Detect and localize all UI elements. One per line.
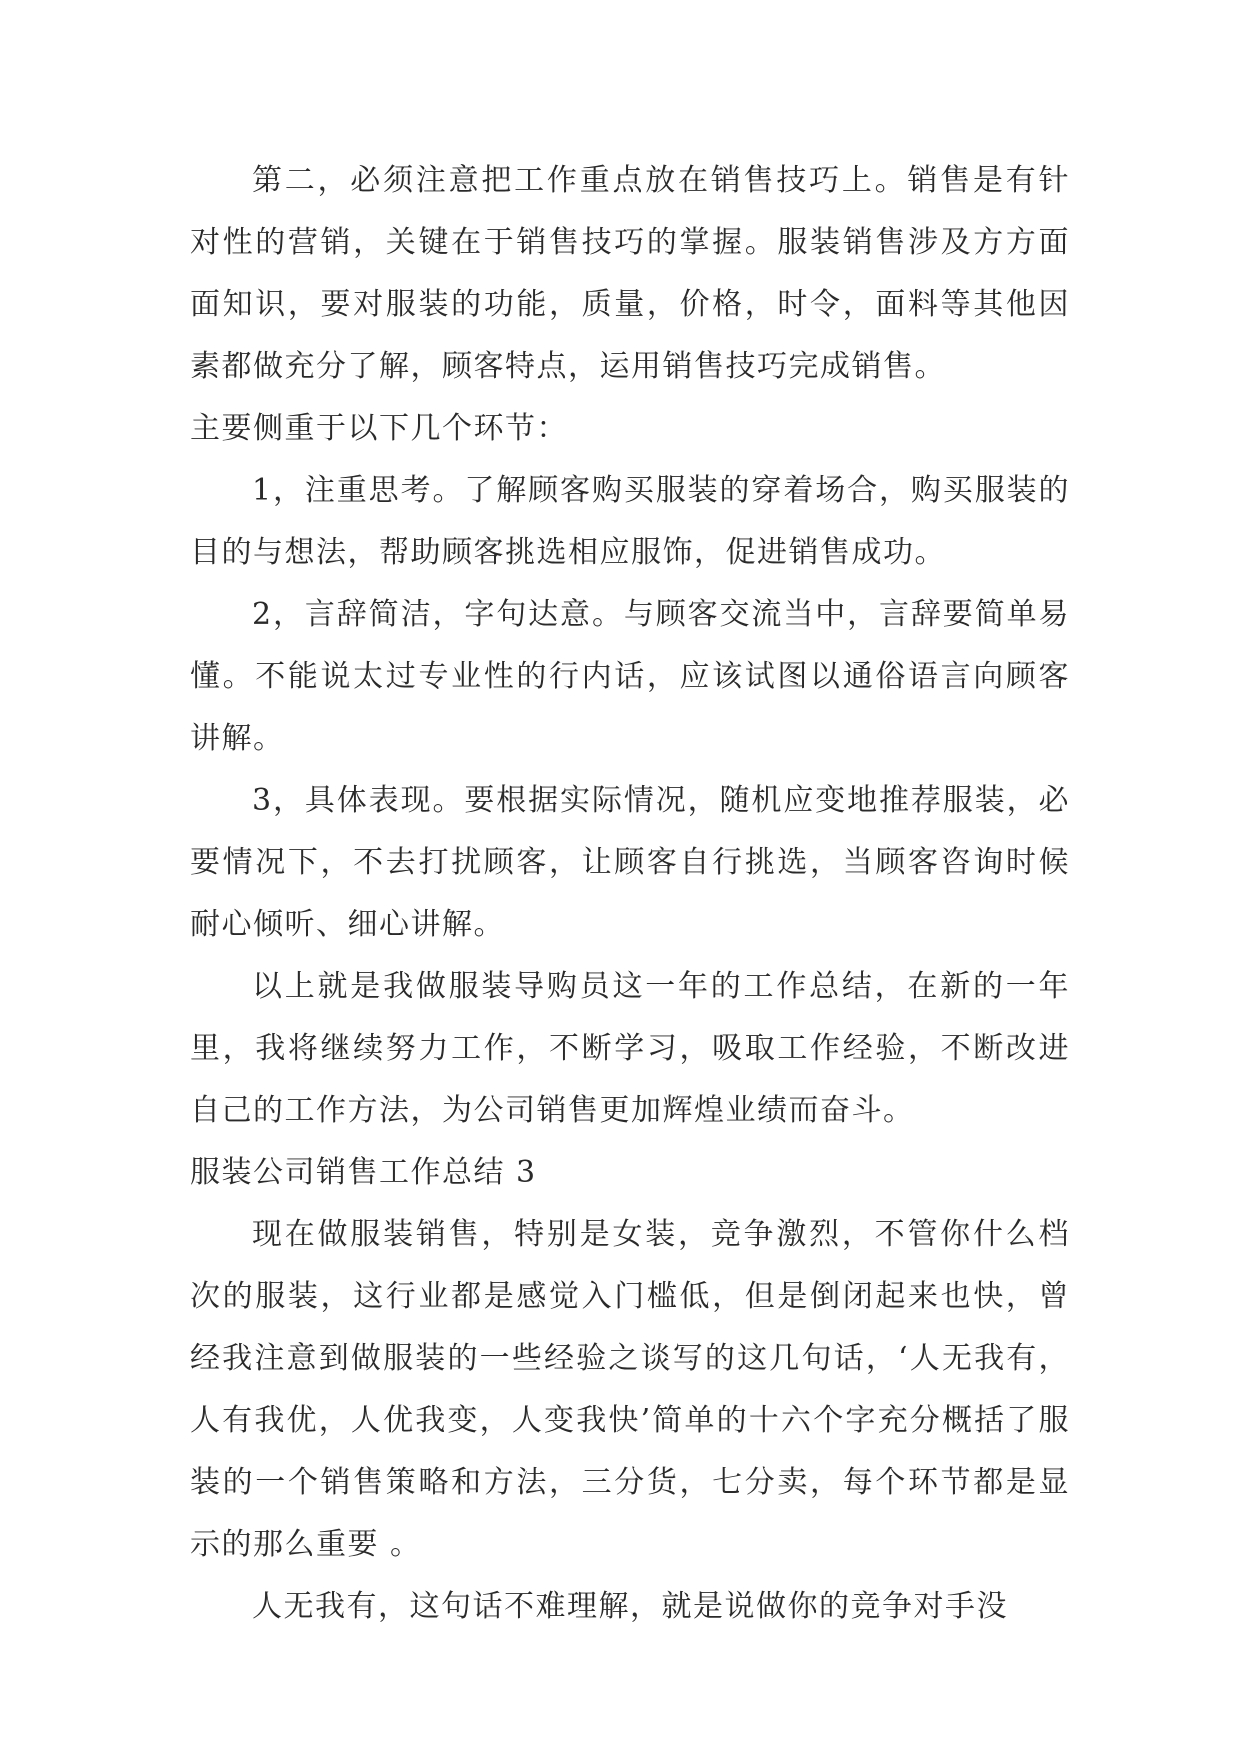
paragraph-conclusion: 以上就是我做服装导购员这一年的工作总结，在新的一年里，我将继续努力工作，不断学习，吸取工作经验，不断改进自己的工作方法，为公司销售更加辉煌业绩而奋斗。 — [190, 969, 1070, 1128]
paragraph-focus-intro: 主要侧重于以下几个环节： — [190, 411, 568, 446]
paragraph-competition: 现在做服装销售，特别是女装，竞争激烈，不管你什么档次的服装，这行业都是感觉入门槛低，但是倒闭起来也快，曾经我注意到做服装的一些经验之谈写的这几句话，‘人无我有，人有我优，人优我变，人变我快’简单的十六个字充分概括了服装的一个销售策略和方法，三分货，七分卖，每个环节都是显示的那么重要 。 — [190, 1217, 1070, 1562]
section-title: 服装公司销售工作总结 3 — [190, 1155, 537, 1190]
document-page — [190, 150, 1070, 1638]
paragraph-continued: 人无我有，这句话不难理解，就是说做你的竞争对手没 — [252, 1589, 1008, 1624]
paragraph-sales-skills: 第二，必须注意把工作重点放在销售技巧上。销售是有针对性的营销，关键在于销售技巧的掌握。服装销售涉及方方面面知识，要对服装的功能，质量，价格，时令，面料等其他因素都做充分了解，顾客特点，运用销售技巧完成销售。 — [190, 163, 1070, 384]
list-item-concise-speech: 2，言辞简洁，字句达意。与顾客交流当中，言辞要简单易懂。不能说太过专业性的行内话，应该试图以通俗语言向顾客讲解。 — [190, 597, 1070, 756]
list-item-performance: 3，具体表现。要根据实际情况，随机应变地推荐服装，必要情况下，不去打扰顾客，让顾客自行挑选，当顾客咨询时候耐心倾听、细心讲解。 — [190, 783, 1070, 942]
list-item-thinking: 1，注重思考。了解顾客购买服装的穿着场合，购买服装的目的与想法，帮助顾客挑选相应服饰，促进销售成功。 — [190, 473, 1070, 570]
